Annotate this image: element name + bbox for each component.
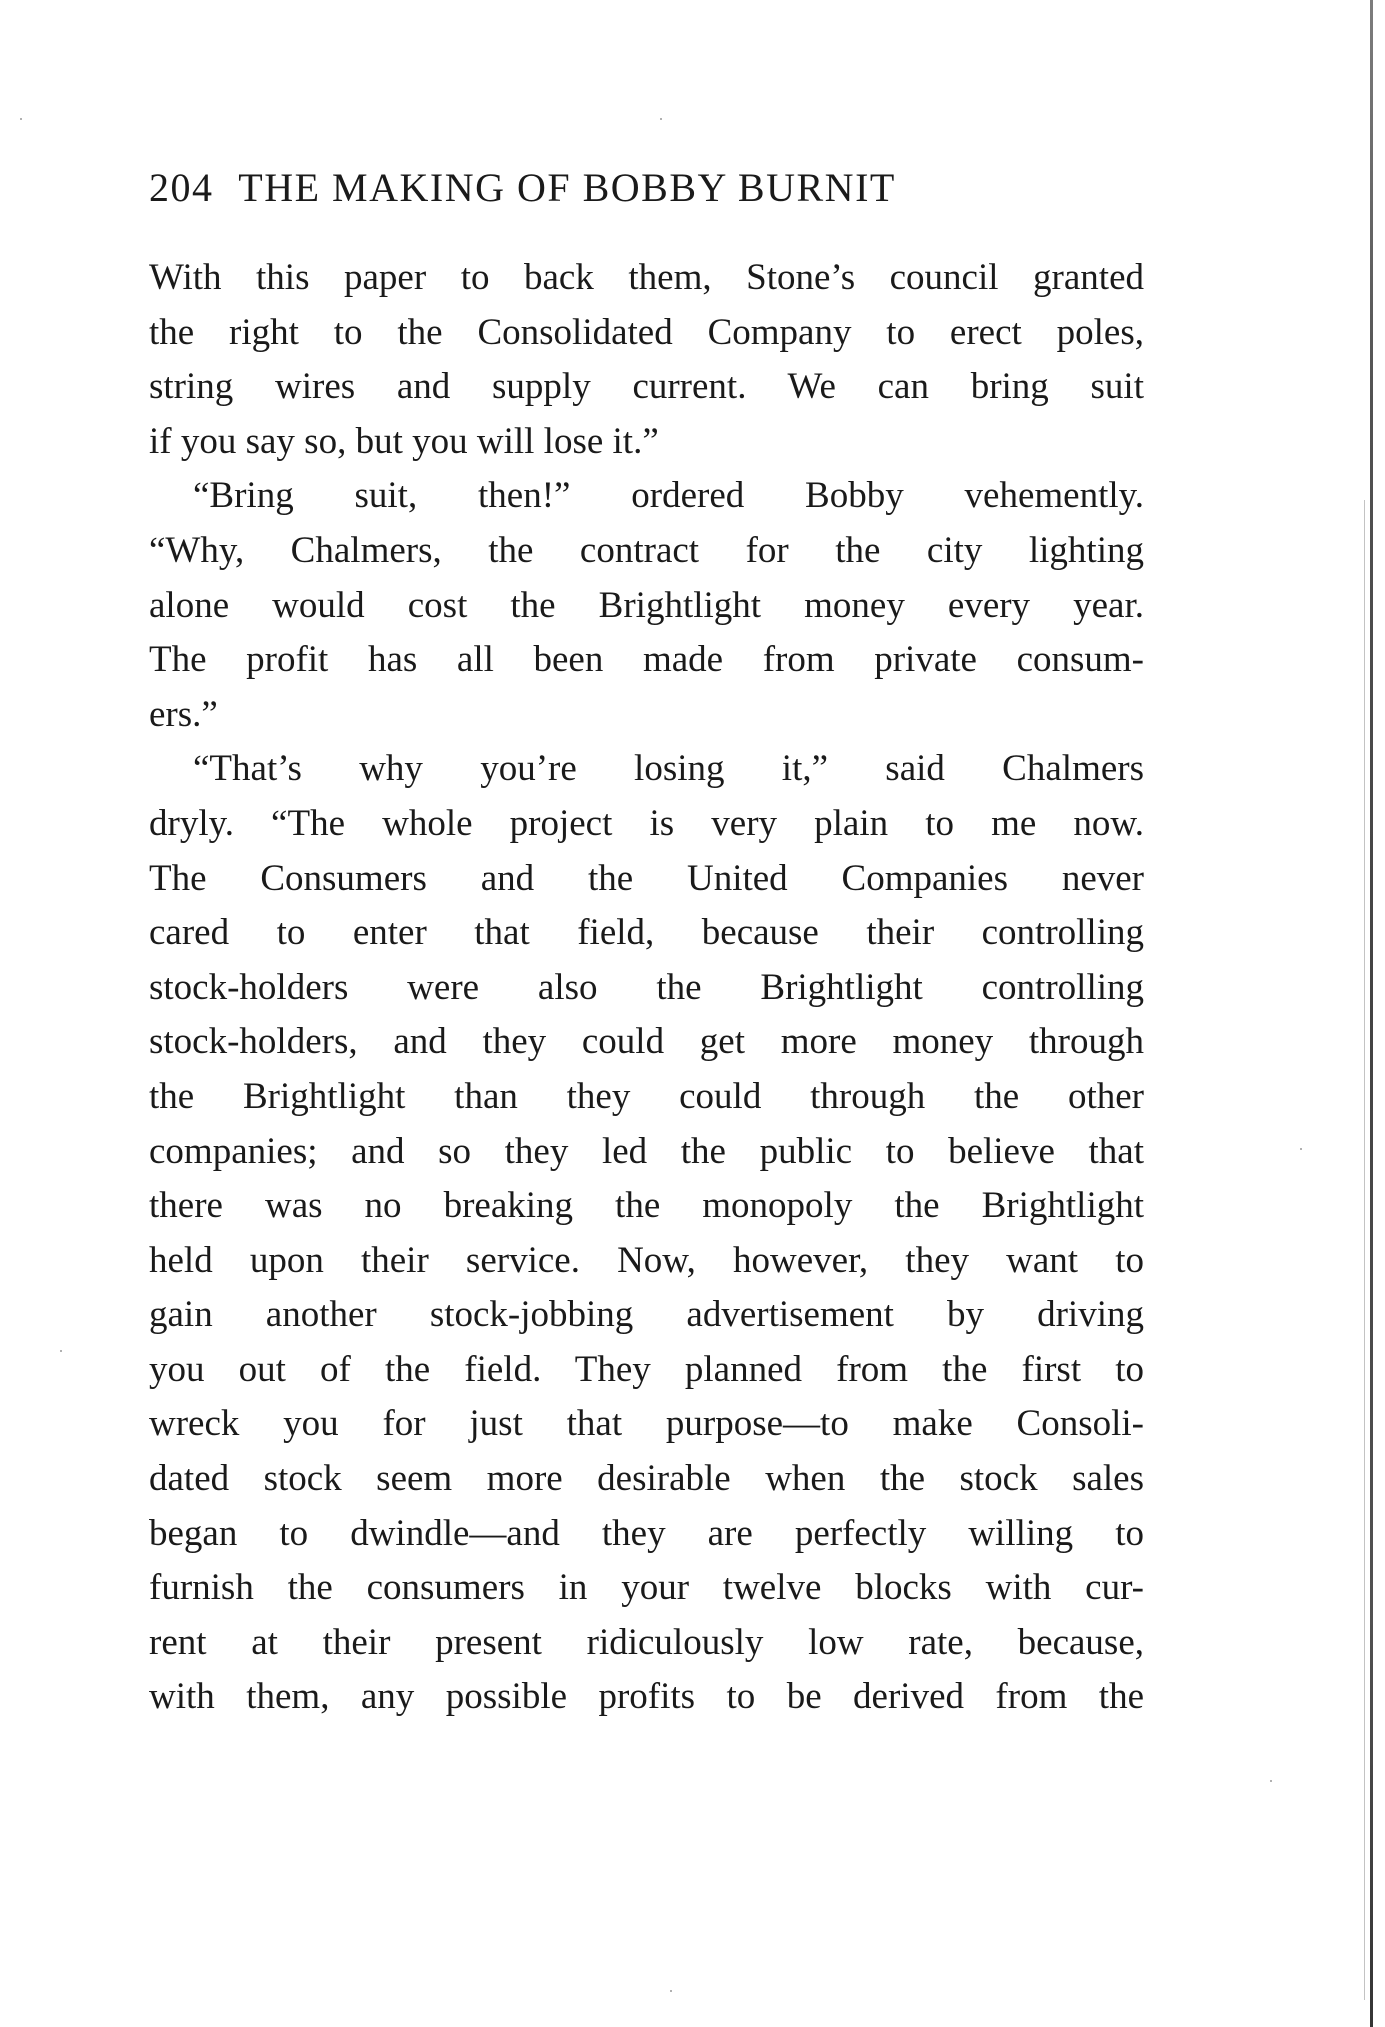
text-line: with them, any possible profits to be derived from the <box>149 1676 1144 1718</box>
text-line: “That’s why you’re losing it,” said Chalmers <box>193 748 1144 790</box>
text-line: dated stock seem more desirable when the stock sales <box>149 1458 1144 1500</box>
text-line: “Bring suit, then!” ordered Bobby vehemently. <box>193 475 1144 517</box>
paper-speck <box>660 118 662 120</box>
text-line: the Brightlight than they could through the other <box>149 1075 1144 1117</box>
text-line: “Why, Chalmers, the contract for the city lighting <box>149 529 1144 571</box>
text-line: the right to the Consolidated Company to erect poles, <box>149 311 1144 353</box>
body-text <box>149 251 1149 1725</box>
text-line: rent at their present ridiculously low rate, because, <box>149 1621 1144 1663</box>
text-line: began to dwindle—and they are perfectly willing to <box>149 1512 1144 1554</box>
text-line: you out of the field. They planned from the first to <box>149 1348 1144 1390</box>
text-line: alone would cost the Brightlight money every year. <box>149 584 1144 626</box>
text-line: if you say so, but you will lose it.” <box>149 420 659 462</box>
text-line: companies; and so they led the public to believe that <box>149 1130 1144 1172</box>
text-line: gain another stock-jobbing advertisement by driving <box>149 1294 1144 1336</box>
paper-speck <box>20 118 22 120</box>
text-line: The profit has all been made from private consum- <box>149 639 1144 681</box>
text-line: there was no breaking the monopoly the Brightlight <box>149 1185 1144 1227</box>
text-line: ers.” <box>149 693 218 735</box>
text-line: dryly. “The whole project is very plain to me now. <box>149 802 1144 844</box>
text-line: cared to enter that field, because their controlling <box>149 912 1144 954</box>
text-line: With this paper to back them, Stone’s council granted <box>149 257 1144 298</box>
page-number: 204 <box>149 165 214 210</box>
text-line: string wires and supply current. We can bring suit <box>149 366 1144 408</box>
paper-speck <box>60 1350 62 1352</box>
page-edge-shadow <box>1370 0 1373 2027</box>
paper-speck <box>1300 1148 1302 1150</box>
paper-speck <box>670 1990 672 1992</box>
paper-speck <box>1270 1780 1272 1782</box>
running-head <box>149 160 1069 216</box>
text-line: held upon their service. Now, however, they want to <box>149 1239 1144 1281</box>
text-line: The Consumers and the United Companies never <box>149 857 1144 899</box>
page-edge-line <box>1364 500 1365 2000</box>
text-line: furnish the consumers in your twelve blocks with cur- <box>149 1567 1144 1609</box>
running-title: THE MAKING OF BOBBY BURNIT <box>238 165 896 210</box>
text-line: stock-holders were also the Brightlight controlling <box>149 966 1144 1008</box>
text-line: stock-holders, and they could get more money through <box>149 1021 1144 1063</box>
text-line: wreck you for just that purpose—to make Consoli- <box>149 1403 1144 1445</box>
